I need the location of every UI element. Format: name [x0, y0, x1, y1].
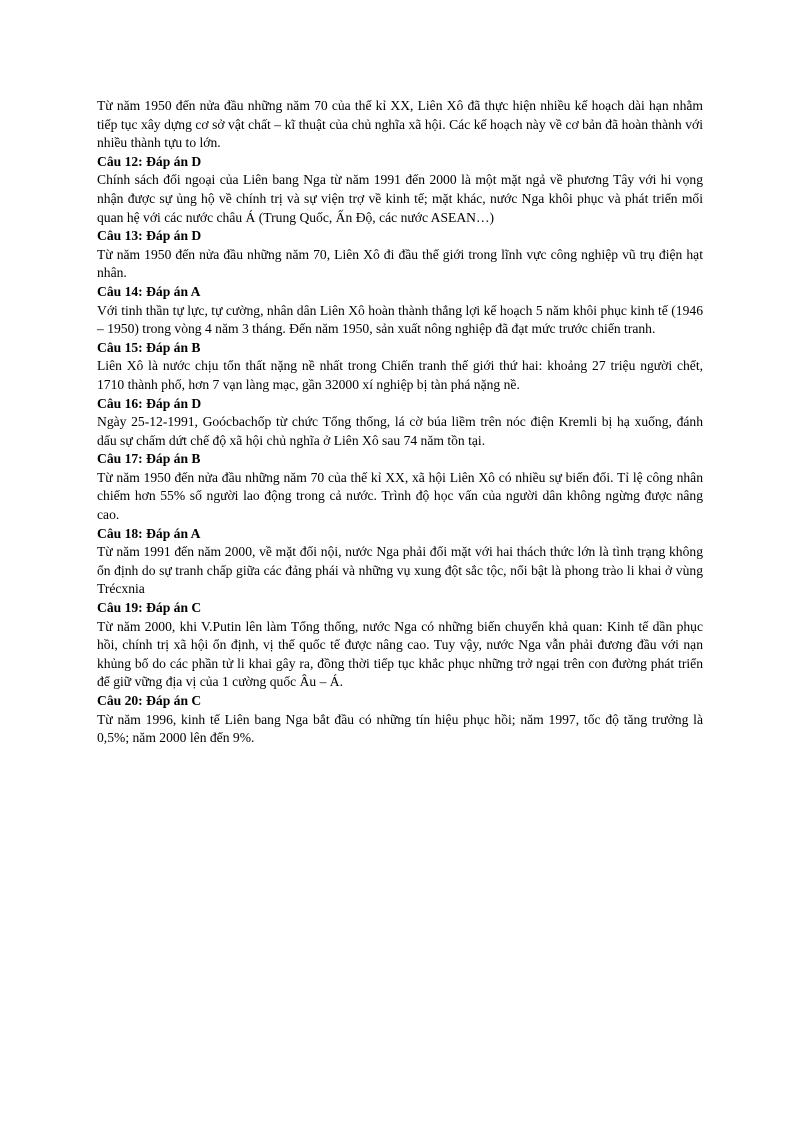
answer-text-16: Ngày 25-12-1991, Goócbachốp từ chức Tổng thống, lá cờ búa liềm trên nóc điện Kremli bị hạ xuống, đánh dấu sự chấm dứt chế độ xã hội chủ nghĩa ở Liên Xô sau 74 năm tồn tại. [97, 414, 703, 448]
answer-heading-16: Câu 16: Đáp án D [97, 395, 202, 411]
answer-heading-20: Câu 20: Đáp án C [97, 693, 202, 708]
answer-heading-17: Câu 17: Đáp án B [97, 451, 201, 467]
intro-paragraph: Từ năm 1950 đến nửa đầu những năm 70 của thế kỉ XX, Liên Xô đã thực hiện nhiều kế hoạch dài hạn nhằm tiếp tục xây dựng cơ sở vật chất – kĩ thuật của chủ nghĩa xã hội. Các kế hoạch này về cơ bản đã hoàn thành với nhiều thành tựu to lớn. [97, 98, 703, 151]
answer-text-14: Với tinh thần tự lực, tự cường, nhân dân Liên Xô hoàn thành thắng lợi kế hoạch 5 năm khôi phục kinh tế (1946 – 1950) trong vòng 4 năm 3 tháng. Đến năm 1950, sản xuất nông nghiệp đã đạt mức trước chiến tranh. [97, 302, 703, 337]
answer-heading-14: Câu 14: Đáp án A [97, 283, 201, 299]
answer-heading-13: Câu 13: Đáp án D [97, 228, 202, 244]
answer-heading-12: Câu 12: Đáp án D [97, 153, 202, 169]
answer-text-12: Chính sách đối ngoại của Liên bang Nga từ năm 1991 đến 2000 là một mặt ngả về phương Tây với hi vọng nhận được sự ủng hộ về chính trị và sự viện trợ về kinh tế; mặt khác, nước Nga khôi phục và phát triển mối quan hệ với các nước châu Á (Trung Quốc, Ấn Độ, các nước ASEAN…) [97, 172, 703, 225]
answer-text-19: Từ năm 2000, khi V.Putin lên làm Tổng thống, nước Nga có những biến chuyển khả quan: Kinh tế dần phục hồi, chính trị xã hội ổn định, vị thế quốc tế được nâng cao. Tuy vậy, nước Nga vẫn phải đương đầu với nạn khủng bố do các phần tử li khai gây ra, đồng thời tiếp tục khắc phục những trở ngại trên con đường phát triển để giữ vững địa vị của 1 cường quốc Âu – Á. [97, 618, 703, 690]
answer-heading-15: Câu 15: Đáp án B [97, 339, 201, 355]
answer-text-20: Từ năm 1996, kinh tế Liên bang Nga bắt đầu có những tín hiệu phục hồi; năm 1997, tốc độ tăng trưởng là 0,5%; năm 2000 lên đến 9%. [97, 711, 703, 746]
answer-heading-18: Câu 18: Đáp án A [97, 525, 201, 541]
answer-text-17: Từ năm 1950 đến nửa đầu những năm 70 của thế kỉ XX, xã hội Liên Xô có nhiều sự biến đổi. Tỉ lệ công nhân chiếm hơn 55% số người lao động trong cả nước. Trình độ học vấn của người dân không ngừng được nâng cao. [97, 469, 703, 523]
answer-text-15: Liên Xô là nước chịu tổn thất nặng nề nhất trong Chiến tranh thế giới thứ hai: khoảng 27 triệu người chết, 1710 thành phố, hơn 7 vạn làng mạc, gần 32000 xí nghiệp bị tàn phá nặng nề. [97, 358, 703, 392]
answer-heading-19: Câu 19: Đáp án C [97, 600, 202, 616]
document-page [97, 97, 703, 748]
answer-text-18: Từ năm 1991 đến năm 2000, về mặt đối nội, nước Nga phải đối mặt với hai thách thức lớn là tình trạng không ổn định do sự tranh chấp giữa các đảng phái và những vụ xung đột sắc tộc, nổi bật là phong trào li khai ở vùng Trécxnia [97, 544, 703, 597]
answer-text-13: Từ năm 1950 đến nửa đầu những năm 70, Liên Xô đi đầu thế giới trong lĩnh vực công nghiệp vũ trụ điện hạt nhân. [97, 246, 703, 281]
